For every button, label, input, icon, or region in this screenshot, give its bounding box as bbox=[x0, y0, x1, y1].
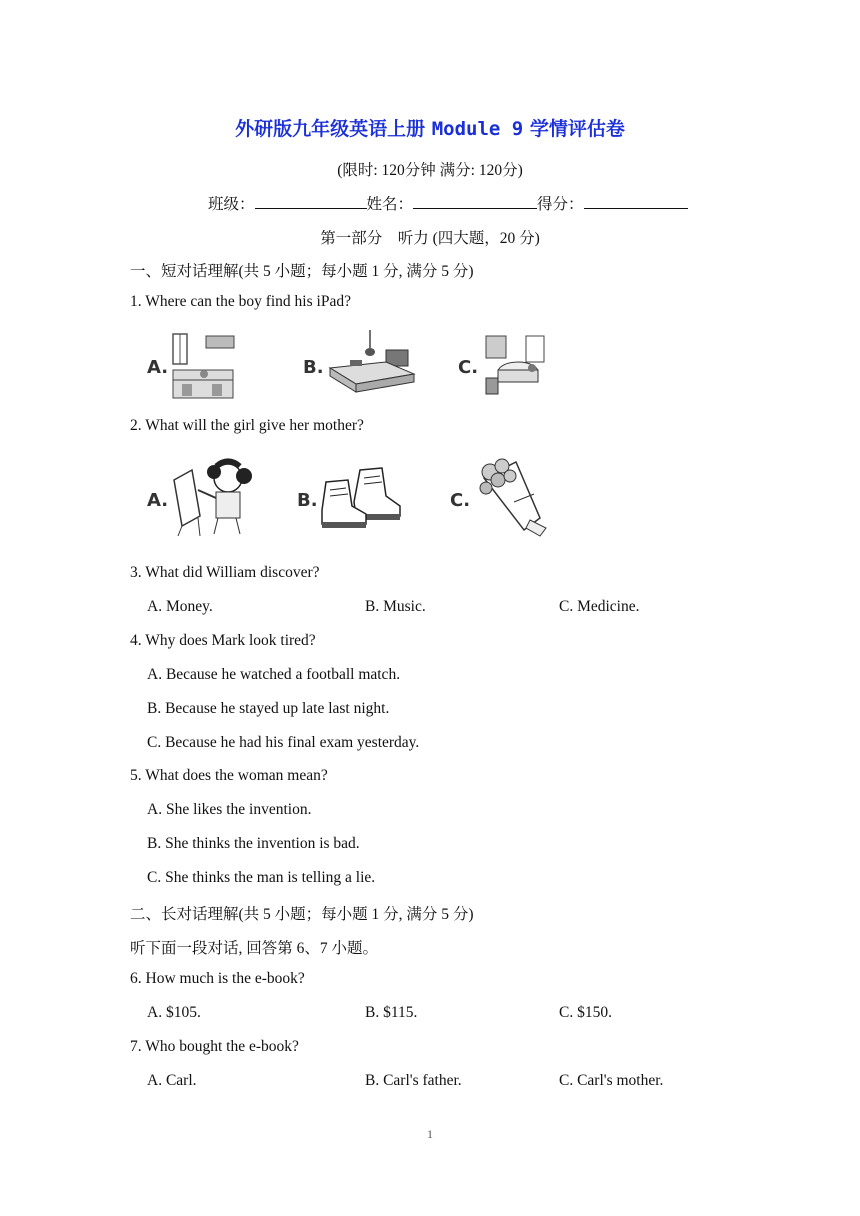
q6-text: 6. How much is the e-book? bbox=[130, 970, 305, 987]
page-title bbox=[0, 114, 860, 141]
q5-text: 5. What does the woman mean? bbox=[130, 767, 328, 784]
flowers-picture bbox=[474, 458, 550, 538]
q5-option-a[interactable]: A. She likes the invention. bbox=[147, 801, 312, 818]
q1-text: 1. Where can the boy find his iPad? bbox=[130, 293, 351, 310]
q2-label-b: B. bbox=[297, 490, 318, 511]
time-limit-subtitle: (限时: 120分钟 满分: 120分) bbox=[337, 162, 523, 179]
class-label: 班级： bbox=[208, 196, 255, 213]
q1-label-c: C. bbox=[458, 357, 479, 378]
kitchen-picture bbox=[170, 330, 236, 400]
q4-option-c[interactable]: C. Because he had his final exam yesterday. bbox=[147, 734, 420, 751]
q3-option-c[interactable]: C. Medicine. bbox=[559, 598, 640, 615]
section2-instruction: 听下面一段对话, 回答第 6、7 小题。 bbox=[130, 940, 379, 957]
q3-option-a[interactable]: A. Money. bbox=[147, 598, 213, 615]
section2-heading: 二、长对话理解(共 5 小题；每小题 1 分, 满分 5 分) bbox=[130, 906, 474, 923]
name-label: 姓名： bbox=[366, 196, 414, 213]
q7-text: 7. Who bought the e-book? bbox=[130, 1038, 299, 1055]
q3-text: 3. What did William discover? bbox=[130, 564, 320, 581]
q6-option-c[interactable]: C. $150. bbox=[559, 1004, 612, 1021]
bedroom-picture bbox=[482, 332, 548, 398]
name-blank[interactable] bbox=[413, 194, 537, 209]
title-module: Module 9 bbox=[431, 118, 524, 140]
q7-option-a[interactable]: A. Carl. bbox=[147, 1072, 197, 1089]
class-blank[interactable] bbox=[255, 194, 367, 209]
q6-option-a[interactable]: A. $105. bbox=[147, 1004, 201, 1021]
q7-option-b[interactable]: B. Carl's father. bbox=[365, 1072, 462, 1089]
title-prefix: 外研版九年级英语上册 bbox=[235, 118, 426, 140]
q6-option-b[interactable]: B. $115. bbox=[365, 1004, 418, 1021]
q2-label-c: C. bbox=[450, 490, 471, 511]
title-suffix: 学情评估卷 bbox=[529, 118, 625, 140]
q4-option-b[interactable]: B. Because he stayed up late last night. bbox=[147, 700, 390, 717]
q4-option-a[interactable]: A. Because he watched a football match. bbox=[147, 666, 401, 683]
shoes-picture bbox=[320, 462, 402, 530]
q2-label-a: A. bbox=[147, 490, 169, 511]
q7-option-c[interactable]: C. Carl's mother. bbox=[559, 1072, 664, 1089]
q5-option-b[interactable]: B. She thinks the invention is bad. bbox=[147, 835, 360, 852]
q1-label-a: A. bbox=[147, 357, 169, 378]
study-room-picture bbox=[326, 330, 418, 400]
score-label: 得分： bbox=[537, 196, 584, 213]
girl-drawing-picture bbox=[170, 456, 254, 538]
section1-heading: 一、短对话理解(共 5 小题；每小题 1 分, 满分 5 分) bbox=[130, 263, 474, 280]
q3-option-b[interactable]: B. Music. bbox=[365, 598, 426, 615]
part1-heading: 第一部分 听力 (四大题，20 分) bbox=[320, 230, 540, 247]
score-blank[interactable] bbox=[584, 194, 688, 209]
q1-label-b: B. bbox=[303, 357, 324, 378]
q5-option-c[interactable]: C. She thinks the man is telling a lie. bbox=[147, 869, 376, 886]
q2-text: 2. What will the girl give her mother? bbox=[130, 417, 364, 434]
student-info-line bbox=[208, 192, 688, 214]
page-number: 1 bbox=[427, 1127, 433, 1141]
q4-text: 4. Why does Mark look tired? bbox=[130, 632, 316, 649]
